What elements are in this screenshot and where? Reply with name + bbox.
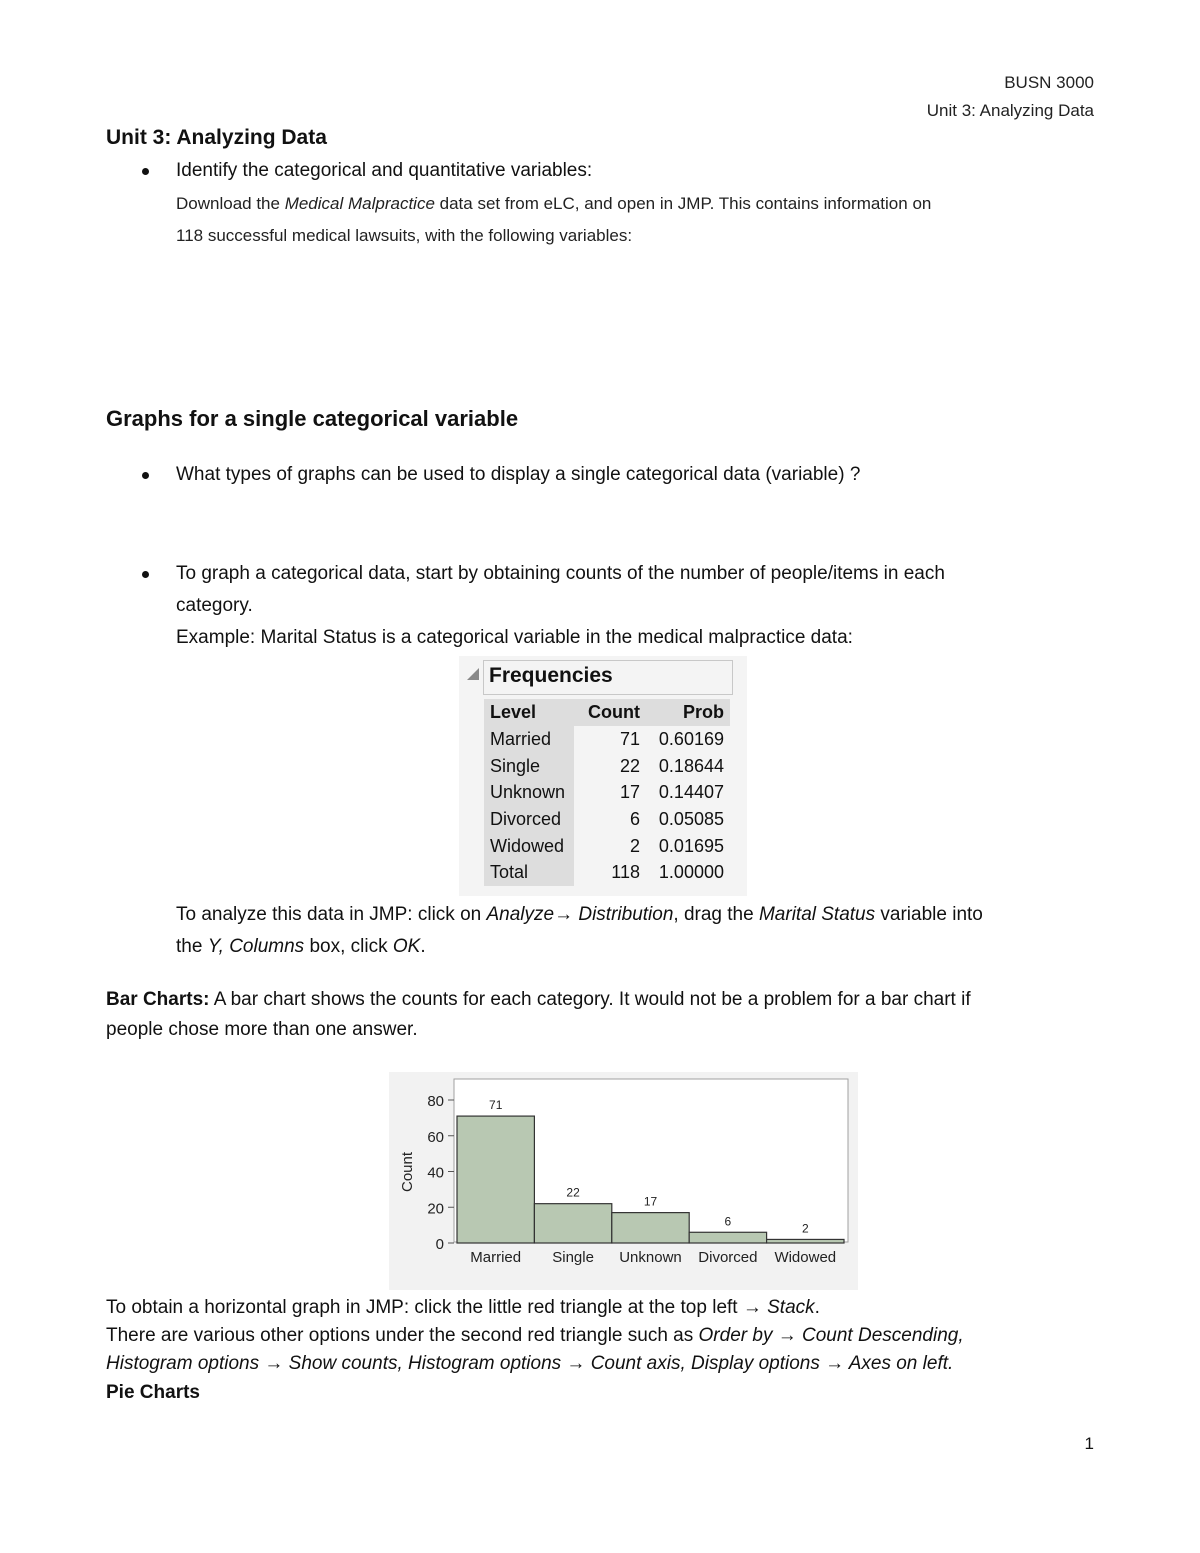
- col-count: Count: [574, 699, 646, 726]
- analyze-instructions: To analyze this data in JMP: click on Analyze→ Distribution, drag the Marital Status variable into: [176, 904, 983, 925]
- frequencies-title-box: [483, 660, 733, 695]
- y-tick-label: 60: [427, 1128, 444, 1146]
- frequencies-report: [459, 656, 747, 896]
- cell-level: Unknown: [484, 779, 574, 806]
- table-row: [484, 833, 730, 860]
- bar: [689, 1232, 766, 1243]
- cell-prob: 1.00000: [646, 859, 730, 886]
- cell-prob: 0.14407: [646, 779, 730, 806]
- table-row: [484, 726, 730, 753]
- disclosure-triangle-icon[interactable]: [467, 668, 479, 680]
- bar-charts-label: Bar Charts:: [106, 989, 210, 1010]
- bar: [767, 1239, 844, 1243]
- bar-chart-panel: [389, 1072, 858, 1290]
- cell-level: Single: [484, 753, 574, 780]
- horizontal-graph-text: To obtain a horizontal graph in JMP: click the little red triangle at the top left → Stack.: [106, 1297, 820, 1318]
- bar: [534, 1204, 611, 1243]
- y-tick-label: 20: [427, 1200, 444, 1218]
- download-line: Download the Medical Malpractice data set from eLC, and open in JMP. This contains information on: [176, 194, 932, 213]
- bullet-graph-types: What types of graphs can be used to display a single categorical data (variable) ?: [176, 464, 861, 485]
- cell-level: Total: [484, 859, 574, 886]
- bar: [457, 1116, 534, 1243]
- cell-count: 6: [629, 808, 640, 829]
- bar-data-label: 6: [724, 1214, 732, 1229]
- x-tick-label: Divorced: [698, 1249, 758, 1266]
- cell-level: Divorced: [484, 806, 574, 833]
- frequencies-table: [484, 699, 730, 886]
- header-course: BUSN 3000: [1004, 73, 1094, 92]
- frequencies-title: Frequencies: [489, 664, 613, 687]
- bullet-dot: [142, 168, 149, 175]
- table-row-total: [484, 859, 730, 886]
- col-level: Level: [484, 699, 574, 726]
- y-tick-label: 40: [427, 1164, 444, 1182]
- cell-count: 22: [619, 755, 640, 776]
- other-options-text: There are various other options under the second red triangle such as Order by → Count Descending,: [106, 1325, 964, 1346]
- cell-count: 118: [611, 862, 640, 883]
- cell-level: Married: [484, 726, 574, 753]
- x-tick-label: Single: [552, 1249, 594, 1266]
- x-tick-label: Married: [470, 1249, 522, 1266]
- bar-data-label: 71: [489, 1098, 503, 1113]
- bar-charts-paragraph-cont: people chose more than one answer.: [106, 1019, 418, 1040]
- download-line-2: 118 successful medical lawsuits, with the following variables:: [176, 226, 633, 245]
- col-prob: Prob: [646, 699, 730, 726]
- bullet-graph-categorical: To graph a categorical data, start by obtaining counts of the number of people/items in each: [176, 563, 945, 584]
- bar-data-label: 17: [643, 1194, 658, 1209]
- bar-charts-paragraph: Bar Charts: A bar chart shows the counts for each category. It would not be a problem for a bar chart if: [106, 989, 971, 1010]
- cell-prob: 0.60169: [646, 726, 730, 753]
- cell-level: Widowed: [484, 833, 574, 860]
- bar: [612, 1213, 689, 1243]
- bullet-dot: [142, 571, 149, 578]
- bullet-dot: [142, 472, 149, 479]
- y-axis-label: Count: [399, 1151, 416, 1193]
- page-title: Unit 3: Analyzing Data: [106, 126, 327, 149]
- cell-count: 2: [629, 835, 640, 856]
- bullet-graph-categorical-cont: category.: [176, 595, 253, 616]
- bullet-identify-variables: Identify the categorical and quantitative variables:: [176, 160, 593, 181]
- x-tick-label: Widowed: [774, 1249, 837, 1266]
- header-unit: Unit 3: Analyzing Data: [926, 101, 1094, 120]
- cell-count: 17: [619, 782, 640, 803]
- x-tick-label: Unknown: [619, 1249, 682, 1266]
- bar-chart: [389, 1072, 858, 1290]
- y-tick-label: 0: [435, 1236, 444, 1253]
- table-header-row: [484, 699, 730, 726]
- y-tick-label: 80: [427, 1093, 444, 1110]
- example-text: Example: Marital Status is a categorical variable in the medical malpractice data:: [176, 627, 853, 648]
- cell-prob: 0.18644: [646, 753, 730, 780]
- table-row: [484, 779, 730, 806]
- table-row: [484, 753, 730, 780]
- pie-charts-heading: Pie Charts: [106, 1382, 200, 1403]
- analyze-instructions-cont: the Y, Columns box, click OK.: [176, 936, 426, 957]
- other-options-text-cont: Histogram options → Show counts, Histogram options → Count axis, Display options → Axes on left.: [106, 1353, 954, 1374]
- cell-prob: 0.01695: [646, 833, 730, 860]
- cell-prob: 0.05085: [646, 806, 730, 833]
- bar-data-label: 2: [801, 1221, 809, 1236]
- cell-count: 71: [619, 728, 640, 749]
- table-row: [484, 806, 730, 833]
- page-number: 1: [1084, 1434, 1094, 1453]
- section-heading-graphs: Graphs for a single categorical variable: [106, 406, 519, 431]
- bar-data-label: 22: [566, 1185, 580, 1200]
